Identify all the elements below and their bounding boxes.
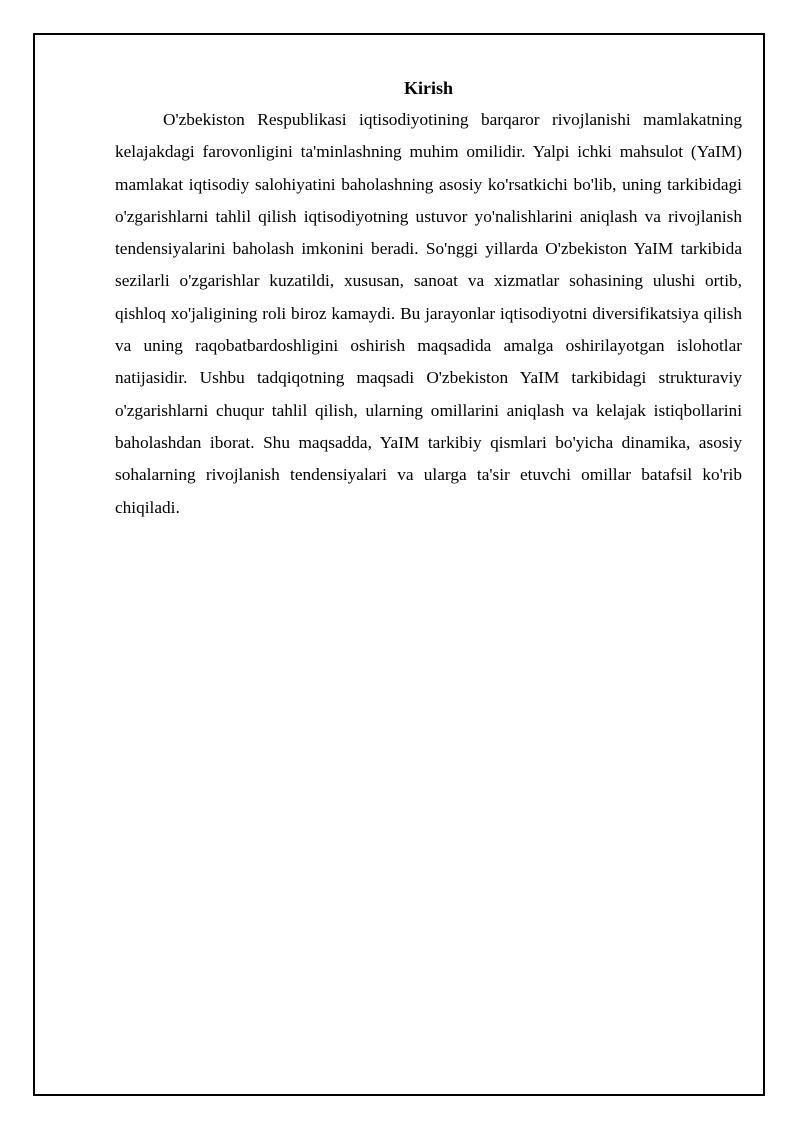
section-title: Kirish	[403, 78, 453, 98]
intro-paragraph: O'zbekiston Respublikasi iqtisodiyotining barqaror rivojlanishi mamlakatning kelajakdagi farovonligini ta'minlashning muhim omilidir. Yalpi ichki mahsulot (YaIM) mamlakat iqtisodiy salohiyatini baholashning asosiy ko'rsatkichi bo'lib, uning tarkibidagi o'zgarishlarni tahlil qilish iqtisodiyotning ustuvor yo'nalishlarini aniqlash va rivojlanish tendensiyalarini baholash imkonini beradi. So'nggi yillarda O'zbekiston YaIM tarkibida sezilarli o'zgarishlar kuzatildi, xususan, sanoat va xizmatlar sohasining ulushi ortib, qishloq xo'jaligining roli biroz kamaydi. Bu jarayonlar iqtisodiyotni diversifikatsiya qilish va uning raqobatbardoshligini oshirish maqsadida amalga oshirilayotgan islohotlar natijasidir. Ushbu tadqiqotning maqsadi O'zbekiston YaIM tarkibidagi strukturaviy o'zgarishlarni chuqur tahlil qilish, ularning omillarini aniqlash va kelajak istiqbollarini baholashdan iborat. Shu maqsadda, YaIM tarkibiy qismlari bo'yicha dinamika, asosiy sohalarning rivojlanish tendensiyalari va ularga ta'sir etuvchi omillar batafsil ko'rib chiqiladi.	[115, 110, 742, 517]
document-body	[115, 74, 742, 524]
